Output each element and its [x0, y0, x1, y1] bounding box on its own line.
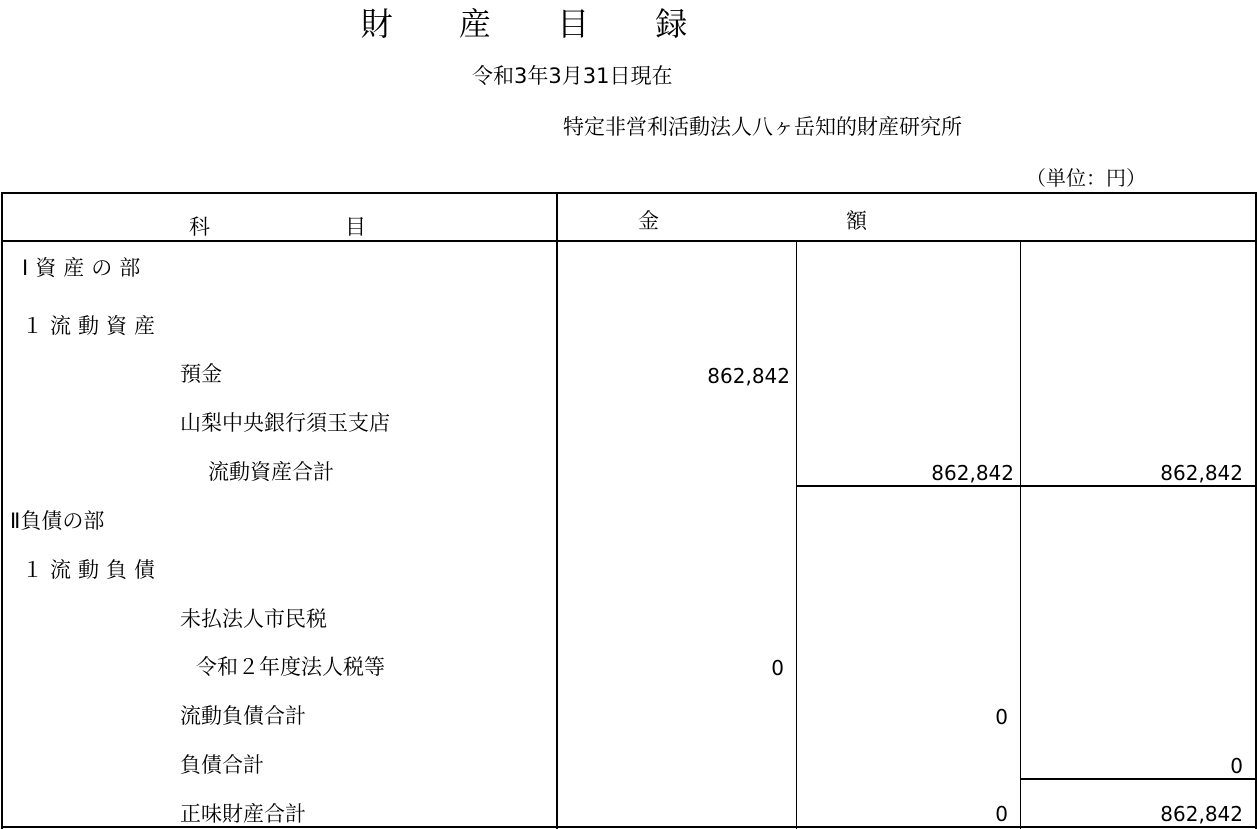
organization-name: 特定非営利活動法人八ヶ岳知的財産研究所 [563, 115, 962, 139]
unit-label: （単位：円） [1026, 166, 1146, 190]
page-title: 財 産 目 録 [360, 5, 716, 43]
amount-col3-divider [1020, 240, 1021, 829]
subject-amount-divider [556, 192, 558, 829]
current-liabilities-total-label: 流動負債合計 [180, 704, 306, 728]
section-liabilities-label: Ⅱ負債の部 [10, 509, 105, 533]
table-left-border [1, 192, 3, 829]
current-assets-total-col3: 862,842 [1160, 461, 1243, 485]
tax-year-label: 令和２年度法人税等 [196, 655, 385, 679]
net-assets-total-col3: 862,842 [1160, 802, 1243, 826]
current-assets-label: １流動資産 [22, 314, 162, 338]
table-top-border [1, 192, 1257, 194]
section-assets-label: Ⅰ資産の部 [22, 256, 148, 280]
unpaid-tax-label: 未払法人市民税 [180, 607, 327, 631]
table-right-border [1255, 192, 1257, 829]
net-assets-total-label: 正味財産合計 [180, 802, 306, 826]
current-liabilities-label: １流動負債 [22, 558, 162, 582]
subject-header-1: 科 [189, 215, 210, 239]
tax-year-amount: 0 [771, 656, 784, 680]
net-assets-total-col2: 0 [995, 802, 1008, 826]
current-assets-total-label: 流動資産合計 [208, 460, 334, 484]
amount-header-1: 金 [638, 209, 659, 233]
current-assets-total-col2: 862,842 [931, 461, 1014, 485]
deposit-amount: 862,842 [707, 364, 790, 388]
amount-col2-divider [796, 240, 797, 829]
deposit-label: 預金 [180, 362, 222, 386]
liabilities-total-col3: 0 [1230, 754, 1243, 778]
amount-header-2: 額 [846, 209, 867, 233]
subject-header-2: 目 [345, 215, 366, 239]
as-of-date: 令和3年3月31日現在 [472, 64, 673, 88]
current-liabilities-total-col2: 0 [995, 705, 1008, 729]
bank-label: 山梨中央銀行須玉支店 [180, 411, 390, 435]
liabilities-total-label: 負債合計 [180, 753, 264, 777]
